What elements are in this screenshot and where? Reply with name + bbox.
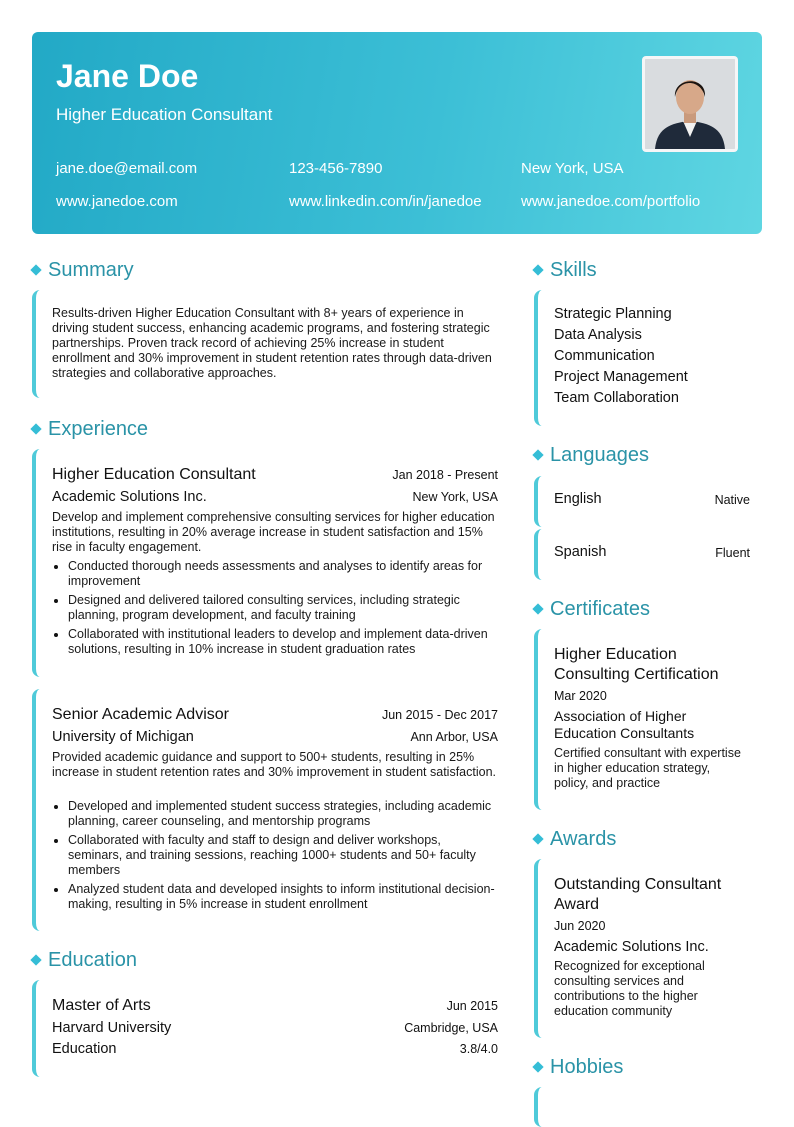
job-company: University of Michigan [52, 729, 194, 745]
location-text: New York, USA [521, 160, 624, 177]
skill-item: Team Collaboration [554, 390, 679, 406]
language-level: Fluent [715, 546, 750, 560]
job-description: Provided academic guidance and support to 500+ students, resulting in 25% increase in student retention rates and 30% improvement in student satisfaction. [52, 750, 497, 779]
job-dates: Jun 2015 - Dec 2017 [381, 708, 498, 722]
job-company: Academic Solutions Inc. [52, 489, 207, 505]
language-name: English [554, 491, 602, 507]
language-card [534, 529, 750, 580]
skills-card [534, 290, 750, 426]
skill-item: Communication [554, 348, 655, 364]
experience-card [32, 449, 498, 677]
education-diamond-icon [30, 954, 41, 965]
languages-diamond-icon [532, 449, 543, 460]
linkedin-link[interactable]: www.linkedin.com/in/janedoe [289, 193, 482, 210]
summary-heading: Summary [48, 259, 134, 281]
hobbies-diamond-icon [532, 1061, 543, 1072]
summary-card [32, 290, 498, 398]
job-bullet: Analyzed student data and developed insights to inform institutional decision-making, resulting in 5% increase in student enrollment [68, 882, 498, 912]
award-date: Jun 2020 [554, 919, 606, 933]
language-card [534, 476, 750, 527]
job-bullet: Collaborated with institutional leaders to develop and implement data-driven solutions, resulting in 10% increase in student graduation rates [68, 627, 498, 657]
person-photo-icon [645, 59, 735, 149]
experience-diamond-icon [30, 423, 41, 434]
certificate-date: Mar 2020 [554, 689, 607, 703]
certificates-diamond-icon [532, 603, 543, 614]
website-link[interactable]: www.janedoe.com [56, 193, 178, 210]
job-bullet: Developed and implemented student success strategies, including academic planning, career counseling, and mentorship programs [68, 799, 498, 829]
profile-photo [642, 56, 738, 152]
hobbies-card [534, 1087, 750, 1127]
experience-heading: Experience [48, 418, 149, 440]
summary-text: Results-driven Higher Education Consultant with 8+ years of experience in driving student success, enhancing academic programs, and fostering strategic partnerships. Proven track record of achieving 25% increase in student enrollment and 30% improvement in student retention rates through data-driven strategies and collaborative approaches. [52, 306, 492, 380]
field-of-study: Education [52, 1041, 117, 1057]
languages-heading: Languages [550, 444, 649, 466]
summary-diamond-icon [30, 264, 41, 275]
job-title: Higher Education Consultant [52, 466, 256, 483]
email-text[interactable]: jane.doe@email.com [56, 160, 198, 177]
language-level: Native [714, 493, 750, 507]
skill-item: Data Analysis [554, 327, 642, 343]
candidate-name: Jane Doe [56, 58, 199, 94]
certificate-description: Certified consultant with expertise in higher education strategy, policy, and practice [554, 746, 741, 790]
skills-heading: Skills [550, 259, 597, 281]
awards-heading: Awards [550, 828, 617, 850]
skill-item: Strategic Planning [554, 306, 672, 322]
awards-diamond-icon [532, 833, 543, 844]
phone-text[interactable]: 123-456-7890 [289, 160, 383, 177]
education-date: Jun 2015 [446, 999, 498, 1013]
certificates-heading: Certificates [550, 598, 651, 620]
certificate-name: Higher Education Consulting Certification [554, 646, 719, 683]
award-card [534, 859, 750, 1038]
job-bullet: Collaborated with faculty and staff to design and deliver workshops, seminars, and training sessions, reaching 1000+ students and 50+ faculty members [68, 833, 498, 878]
education-heading: Education [48, 949, 137, 971]
certificate-card [534, 629, 750, 810]
hobbies-heading: Hobbies [550, 1056, 624, 1078]
award-name: Outstanding Consultant Award [554, 876, 722, 913]
experience-card [32, 689, 498, 931]
job-bullet: Designed and delivered tailored consulting services, including strategic planning, program development, and faculty training [68, 593, 498, 623]
resume-header [32, 32, 762, 234]
job-location: Ann Arbor, USA [410, 730, 498, 744]
certificate-issuer: Association of Higher Education Consultants [554, 708, 695, 741]
school-name: Harvard University [52, 1020, 172, 1036]
degree-name: Master of Arts [52, 997, 151, 1014]
job-location: New York, USA [412, 490, 498, 504]
award-issuer: Academic Solutions Inc. [554, 939, 709, 955]
award-description: Recognized for exceptional consulting services and contributions to the higher education community [554, 959, 705, 1018]
job-dates: Jan 2018 - Present [392, 468, 498, 482]
portfolio-link[interactable]: www.janedoe.com/portfolio [521, 193, 701, 210]
job-title: Senior Academic Advisor [52, 706, 229, 723]
job-bullet: Conducted thorough needs assessments and analyses to identify areas for improvement [68, 559, 498, 589]
language-name: Spanish [554, 544, 607, 560]
school-location: Cambridge, USA [404, 1021, 498, 1035]
job-description: Develop and implement comprehensive consulting services for higher education institutions, resulting in 20% average increase in student satisfaction and 15% rise in faculty engagement. [52, 510, 495, 554]
candidate-title: Higher Education Consultant [56, 105, 273, 124]
education-card [32, 980, 498, 1077]
skill-item: Project Management [554, 369, 688, 385]
gpa-value: 3.8/4.0 [459, 1042, 498, 1056]
skills-diamond-icon [532, 264, 543, 275]
